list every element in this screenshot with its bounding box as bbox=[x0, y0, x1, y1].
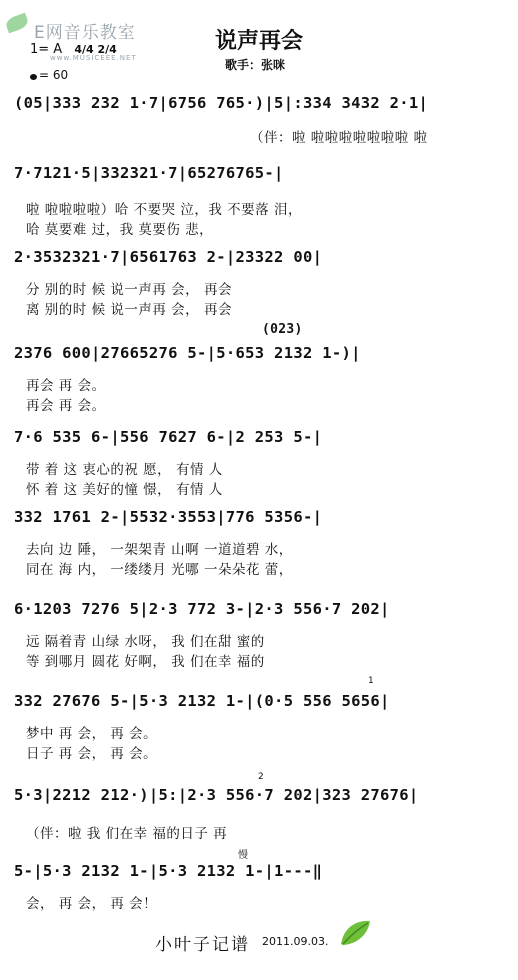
singer: 歌手：张咪 bbox=[225, 58, 286, 72]
lyric-line: 离 别的时 候 说一声再 会， 再会 bbox=[26, 302, 232, 318]
lyric-line: 再会 再 会。 bbox=[26, 378, 106, 394]
lyric-line: 带 着 这 衷心的祝 愿， 有情 人 bbox=[26, 462, 223, 478]
staff-line: 332 1761 2-|5532·3553|776 5356-| bbox=[14, 508, 323, 526]
volta-2: 2 bbox=[258, 772, 264, 782]
staff-line: 7·7121·5|332321·7|65276765-| bbox=[14, 164, 284, 182]
lyric-line: 等 到哪月 圆花 好啊， 我 们在幸 福的 bbox=[26, 654, 265, 670]
quarter-note-icon bbox=[30, 74, 37, 80]
lyric-line: 远 隔着青 山绿 水呀， 我 们在甜 蜜的 bbox=[26, 634, 265, 650]
lyric-line: 再会 再 会。 bbox=[26, 398, 106, 414]
staff-line: 7·6 535 6-|556 7627 6-|2 253 5-| bbox=[14, 428, 323, 446]
lyric-line: 日子 再 会， 再 会。 bbox=[26, 746, 158, 762]
watermark-title: E网音乐教室 bbox=[34, 23, 136, 43]
staff-line: 5-|5·3 2132 1-|5·3 2132 1-|1---‖ bbox=[14, 862, 323, 880]
key-signature bbox=[30, 42, 117, 57]
lyric-line: 哈 莫要难 过，我 莫要伤 悲， bbox=[26, 222, 214, 238]
staff-fragment: (023) bbox=[262, 322, 303, 337]
staff-line: 332 27676 5-|5·3 2132 1-|(0·5 556 5656| bbox=[14, 692, 390, 710]
staff-line: 5·3|2212 212·)|5:|2·3 556·7 202|323 27676| bbox=[14, 786, 419, 804]
staff-line: 2376 600|27665276 5-|5·653 2132 1-)| bbox=[14, 344, 361, 362]
tempo-marking bbox=[30, 68, 68, 82]
tempo-value: = 60 bbox=[39, 68, 69, 82]
lyric-line: 会， 再 会， 再 会！ bbox=[26, 896, 158, 912]
staff-line: 2·3532321·7|6561763 2-|23322 00| bbox=[14, 248, 323, 266]
key-label: 1= A bbox=[30, 42, 63, 57]
song-title: 说声再会 bbox=[214, 28, 303, 54]
meter: 4/4 2/4 bbox=[74, 43, 117, 56]
staff-line: 6·1203 7276 5|2·3 772 3-|2·3 556·7 202| bbox=[14, 600, 390, 618]
lyric-line: 分 别的时 候 说一声再 会， 再会 bbox=[26, 282, 232, 298]
lyric-line: 啦 啦啦啦啦）哈 不要哭 泣，我 不要落 泪， bbox=[26, 202, 302, 218]
lyric-line: 同在 海 内， 一缕缕月 光哪 一朵朵花 蕾， bbox=[26, 562, 293, 578]
staff-line: (05|333 232 1·7|6756 765·)|5|:334 3432 2·1| bbox=[14, 94, 429, 112]
leaf-icon bbox=[338, 918, 372, 948]
volta-1: 1 bbox=[368, 676, 374, 686]
transcriber-signature: 小叶子记谱 bbox=[155, 935, 250, 955]
lyric-line: 梦中 再 会， 再 会。 bbox=[26, 726, 158, 742]
lyric-line: （伴：啦 啦啦啦啦啦啦啦 啦 bbox=[250, 130, 428, 146]
transcription-date: 2011.09.03. bbox=[262, 935, 329, 948]
lyric-line: （伴：啦 我 们在幸 福的日子 再 bbox=[26, 826, 228, 842]
lyric-line: 去向 边 陲， 一架架青 山啊 一道道碧 水， bbox=[26, 542, 293, 558]
lyric-line: 怀 着 这 美好的憧 憬， 有情 人 bbox=[26, 482, 223, 498]
watermark-url: www.MUSICEEE.NET bbox=[50, 54, 137, 62]
slow-marking: 慢 bbox=[238, 850, 248, 861]
